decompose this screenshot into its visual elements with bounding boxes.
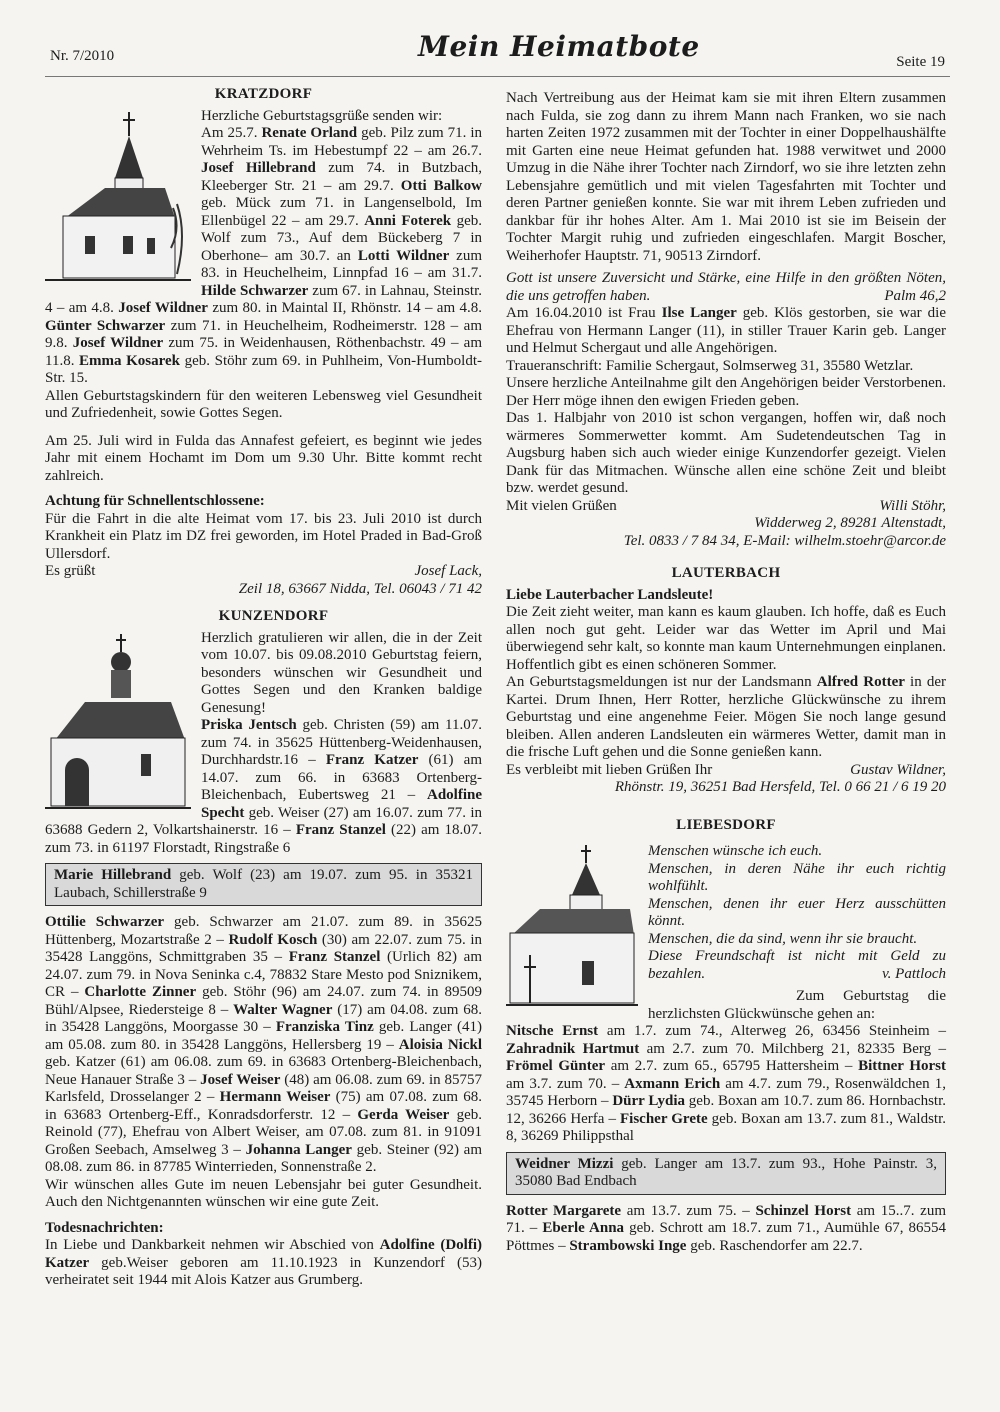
- highlight-box-weidner-mizzi: Weidner Mizzi geb. Langer am 13.7. zum 93., Hohe Painstr. 3, 35080 Bad Endbach: [506, 1152, 946, 1195]
- stoehr-signature: Mit vielen Grüßen Willi Stöhr,: [506, 497, 946, 514]
- obituary-ilse-langer: Am 16.04.2010 ist Frau Ilse Langer geb. Klös gestorben, sie war die Ehefrau von Hermann Langer (11), in stiller Trauer Karin geb. Langer und Helmut Schergaut und alle Angehörigen.: [506, 305, 946, 356]
- stoehr-sig-address: Widderweg 2, 89281 Altenstadt,: [754, 515, 946, 531]
- section-title-lauterbach: LAUTERBACH: [671, 565, 781, 581]
- section-kunzendorf: [45, 608, 482, 1290]
- page-header: [0, 0, 1000, 80]
- kratzdorf-signature: Es grüßt Josef Lack,: [45, 563, 482, 579]
- obituary-text: Nach Vertreibung aus der Heimat kam sie mit ihren Eltern zusammen nach Fulda, sie zog dann zu ihrem Mann nach Franken, wo sie nach harten Zeiten 1972 zusammen mit der Tochter in einer Doppelhaushälfte mit Garten eine neue Heimat gefunden hat. 1988 verwitwet und 2000 Umzug in die Nähe ihrer Tochter nach Zirndorf, wo sie ihre letzten zehn Lebensjahre gemütlich und mit vielen Tagesfahrten mit Tochter und deren Partner genießen konnte. Sie war mit ihrem Leben zufrieden und dankbar für ihr hohes Alter. Am 1. Mai 2010 ist sie im Beisein der Tochter Margit ruhig und zufrieden eingeschlafen. Margit Boscher, Weiherhofer Hauptstr. 71, 90513 Zirndorf.: [506, 90, 946, 264]
- header-rule: [45, 76, 950, 77]
- kratzdorf-intro: Herzliche Geburtstagsgrüße senden wir:: [201, 107, 443, 124]
- kratzdorf-birthdays: Am 25.7. Renate Orland geb. Pilz zum 71. in Wehrheim Ts. im Hebestumpf 22 – am 26.7. Josef Hillebrand zum 74. in Butzbach, Kleeberger Str. 21 – am 29.7. Otti Balkow geb. Mück zum 71. in Langenselbold, Im Ellenbügel 22 – am 29.7. Anni Foterek geb. Wolf zum 73., Auf dem Bückeberg 7 in Oberhone– am 30.7. an Lotti Wildner zum 83. in Heuchelheim, Linnpfad 16 – am 31.7. Hilde Schwarzer zum 67. in Lahnau, Steinstr. 4 – am 4.8. Josef Wildner zum 80. in Maintal II, Rhönstr. 14 – am 4.8. Günter Schwarzer zum 71. in Heuchelheim, Rodheimerstr. 128 – am 9.8. Josef Wildner zum 75. in Weidenhausen, Röthenbachstr. 49 – am 11.8. Emma Kosarek geb. Stöhr zum 69. in Puhlheim, Von-Humboldt-Str. 15.: [45, 125, 483, 386]
- kratzdorf-annafest: Am 25. Juli wird in Fulda das Annafest gefeiert, es beginnt wie jedes Jahr mit einem Hochamt im Dom um 9.30 Uhr. Bitte kommt recht zahlreich.: [45, 432, 482, 484]
- kratzdorf-attention-text: Für die Fahrt in die alte Heimat vom 17. bis 23. Juli 2010 ist durch Krankheit ein Platz im DZ frei geworden, im Hotel Praded in Bad-Groß Ullersdorf.: [45, 510, 482, 562]
- lauterbach-text-2: An Geburtstagsmeldungen ist nur der Landsmann Alfred Rotter in der Kartei. Drum Ihnen, Herr Rotter, herzliche Glückwünsche zu ihrem Geburtstag und eine angenehme Feier. Mögen Sie noch lange gesund bleiben. Allen anderen Landsleuten ein wärmeres Wetter, damit man in die frische Luft gehen und die Sonne genießen kann.: [506, 674, 946, 760]
- mourning-address: Traueranschrift: Familie Schergaut, Solmserweg 31, 35580 Wetzlar.: [506, 357, 914, 374]
- lauterbach-text-1: Die Zeit zieht weiter, man kann es kaum glauben. Ich hoffe, daß es Euch allen noch gut geht. Leider war das Wetter im April und Mai überwiegend sehr kalt, so konnte man kaum Unternehmungen einplanen. Hoffentlich gibt es einen schöneren Sommer.: [506, 604, 946, 673]
- left-column: [45, 86, 482, 1290]
- section-title-liebesdorf: LIEBESDORF: [676, 816, 776, 833]
- section-title-kunzendorf: KUNZENDORF: [218, 608, 329, 624]
- kratzdorf-attention-title: Achtung für Schnellentschlossene:: [45, 493, 265, 509]
- poem-line: Diese Freundschaft ist nicht mit Geld zu bezahlen. v. Pattloch: [648, 948, 946, 982]
- poem-line: Menschen, denen ihr euer Herz ausschütten könnt.: [648, 895, 946, 929]
- wildner-signature: Es verbleibt mit lieben Grüßen Ihr Gustav Wildner,: [506, 761, 946, 778]
- kunzendorf-birthdays-2: Ottilie Schwarzer geb. Schwarzer am 21.07. zum 89. in 35625 Hüttenberg, Mozartstraße 2 – Rudolf Kosch (30) am 22.07. zum 75. in 35428 Langgöns, Schmittgraben 35 – Franz Stanzel (Urlich 82) am 24.07. zum 79. in Nova Seninka c.4, 78832 Stare Mesto pod Sniznikem, CR – Charlotte Zinner geb. Stöhr (96) am 24.07. zum 74. in 89509 Bühl/Alpsee, Riedersteige 8 – Walter Wagner (17) am 04.08. zum 68. in 35428 Langgöns, Moorgasse 30 – Franziska Tinz geb. Langer (41) am 05.08. zum 80. in 35428 Langgöns, Hellersberg 19 – Aloisia Nickl geb. Katzer (61) am 06.08. zum 69. in 63683 Ortenberg-Bleichenbach, Neue Hanauer Straße 3 – Josef Weiser (48) am 06.08. zum 69. in 85757 Karlsfeld, Drosselanger 2 – Hermann Weiser (75) am 07.08. zum 68. in 63683 Ortenberg-Eff., Konradsdorferstr. 12 – Gerda Weiser geb. Reinold (77), Ehefrau von Albert Weiser, am 07.08. zum 81. in 91091 Großen Seebach, Amselweg 3 – Johanna Langer geb. Steiner (92) am 08.08. zum 86. in 87785 Winterrieden, Sonnenstraße 2.: [45, 914, 483, 1175]
- village-church-illustration: [506, 843, 638, 1011]
- kunzendorf-birthdays-1: Priska Jentsch geb. Christen (59) am 11.07. zum 74. in 35625 Hüttenberg-Weidenhausen, Durchhardstr.16 – Franz Katzer (61) am 14.07. zum 66. in 63683 Ortenberg-Bleichenbach, Eubertsweg 21 – Adolfine Specht geb. Weiser (27) am 16.07. zum 77. in 63688 Gedern 2, Volkartshainerstr. 16 – Franz Stanzel (22) am 18.07. zum 73. in 61197 Florstadt, Ringstraße 6: [45, 717, 482, 856]
- kunzendorf-death-notice: In Liebe und Dankbarkeit nehmen wir Abschied von Adolfine (Dolfi) Katzer geb.Weiser geboren am 11.10.1923 in Kunzendorf (53) verheiratet seit 1944 mit Alois Katzer aus Grumberg.: [45, 1237, 482, 1288]
- section-liebesdorf: [506, 817, 946, 1256]
- psalm-quote: Gott ist unsere Zuversicht und Stärke, eine Hilfe in den größten Nöten, die uns getroffen haben. Palm 46,2: [506, 270, 946, 304]
- section-kratzdorf: [45, 86, 482, 598]
- section-title-kratzdorf: KRATZDORF: [214, 86, 313, 102]
- issue-number: Nr. 7/2010: [50, 48, 115, 64]
- poem-line: Menschen, in deren Nähe ihr euch richtig wohlfühlt.: [648, 860, 946, 894]
- section-obituary-continued: [506, 90, 946, 550]
- poem-line: Menschen, die da sind, wenn ihr sie braucht.: [648, 930, 918, 947]
- kratzdorf-wishes: Allen Geburtstagskindern für den weiteren Lebensweg viel Gesundheit und Zufriedenheit, sowie Gottes Segen.: [45, 387, 482, 421]
- poem-line: Menschen wünsche ich euch.: [648, 843, 823, 859]
- liebesdorf-intro: Zum Geburtstag die herzlichsten Glückwünsche gehen an:: [648, 988, 946, 1022]
- section-lauterbach: [506, 565, 946, 797]
- liebesdorf-birthdays-2: Rotter Margarete am 13.7. zum 75. – Schinzel Horst am 15..7. zum 71. – Eberle Anna geb. Schrott am 18.7. zum 71., Aumühle 67, 86554 Pöttmes – Strambowski Inge geb. Raschendorfer am 22.7.: [506, 1202, 946, 1254]
- kunzendorf-intro: Herzlich gratulieren wir allen, die in der Zeit vom 10.07. bis 09.08.2010 Geburtstag feiern, besonders wünschen wir Gesundheit und Gottes Segen und den Kranken baldige Genesung!: [201, 629, 482, 716]
- lauterbach-salutation: Liebe Lauterbacher Landsleute!: [506, 586, 714, 603]
- chapel-illustration: [45, 630, 191, 814]
- page-number: Seite 19: [896, 54, 945, 70]
- right-column: [506, 90, 946, 1255]
- kunzendorf-closing: Wir wünschen alles Gute im neuen Lebensjahr bei guter Gesundheit. Auch den Nichtgenannten wünschen wir eine gute Zeit.: [45, 1176, 482, 1210]
- highlight-box-marie-hillebrand: Marie Hillebrand geb. Wolf (23) am 19.07. zum 95. in 35321 Laubach, Schillerstraße 9: [45, 863, 482, 906]
- kratzdorf-sig-address: Zeil 18, 63667 Nidda, Tel. 06043 / 71 42: [238, 580, 482, 597]
- wildner-sig-address: Rhönstr. 19, 36251 Bad Hersfeld, Tel. 0 66 21 / 6 19 20: [614, 779, 946, 795]
- masthead-logo: Mein Heimatbote: [418, 30, 700, 63]
- church-illustration: [45, 108, 191, 290]
- liebesdorf-birthdays-1: Nitsche Ernst am 1.7. zum 74., Alterweg 26, 63456 Steinheim – Zahradnik Hartmut am 2.7. zum 70. Milchberg 21, 82335 Berg – Frömel Günter am 2.7. zum 65., 65795 Hattersheim – Bittner Horst am 3.7. zum 70. – Axmann Erich am 4.7. zum 79., Rosenwäldchen 1, 35745 Herborn – Dürr Lydia geb. Boxan am 10.7. zum 86. Hornbachstr. 12, 36266 Herfa – Fischer Grete geb. Boxan am 13.7. zum 81., Waldstr. 8, 36269 Philippsthal: [506, 1023, 947, 1144]
- condolences: Unsere herzliche Anteilnahme gilt den Angehörigen beider Verstorbenen. Der Herr möge ihnen den ewigen Frieden geben.: [506, 375, 946, 409]
- half-year-note: Das 1. Halbjahr von 2010 ist schon vergangen, hoffen wir, daß noch wärmeres Sommerwetter kommt. Am Sudetendeutschen Tag in Augsburg haben sich auch wieder einige Kunzendorfer gezeigt. Vielen Dank für das Mitmachen. Wünsche allen eine schöne Zeit und bleibt bzw. werdet gesund.: [506, 410, 946, 496]
- kunzendorf-death-title: Todesnachrichten:: [45, 1219, 164, 1236]
- stoehr-sig-contact: Tel. 0833 / 7 84 34, E-Mail: wilhelm.stoehr@arcor.de: [623, 532, 946, 549]
